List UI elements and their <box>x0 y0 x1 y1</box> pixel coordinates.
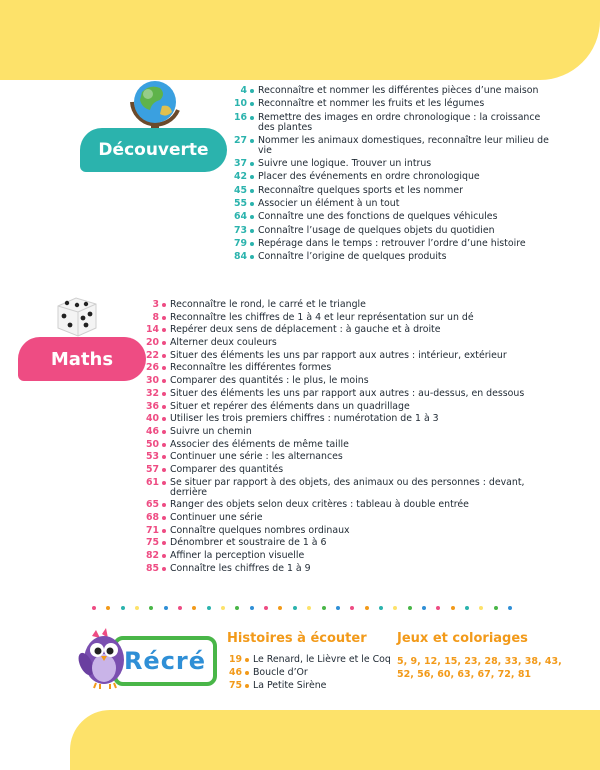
bullet-dot <box>162 417 166 421</box>
item-text: Repérage dans le temps : retrouver l’ordre d’une histoire <box>258 237 526 249</box>
bullet-dot <box>250 215 254 219</box>
item-text: Situer des éléments les uns par rapport aux autres : intérieur, extérieur <box>170 349 507 361</box>
page-number: 75 <box>145 537 159 549</box>
item-text: Reconnaître et nommer les différentes pièces d’une maison <box>258 85 539 96</box>
item-text: Alterner deux couleurs <box>170 337 277 349</box>
list-item <box>145 537 560 549</box>
page-number: 45 <box>233 184 247 196</box>
item-text: Comparer des quantités <box>170 463 284 475</box>
page-number: 71 <box>145 524 159 536</box>
list-item <box>145 463 560 475</box>
item-text: Continuer une série <box>170 512 263 523</box>
bullet-dot <box>250 162 254 166</box>
item-text: Situer et repérer des éléments dans un quadrillage <box>170 400 410 412</box>
bullet-dot <box>162 392 166 396</box>
list-item <box>145 375 560 387</box>
item-text: Connaître l’origine de quelques produits <box>258 251 447 263</box>
item-text: Suivre un chemin <box>170 425 252 437</box>
page-number: 65 <box>145 499 159 511</box>
stories-list <box>228 654 391 694</box>
bullet-dot <box>162 443 166 447</box>
page-number: 16 <box>233 111 247 123</box>
bullet-dot <box>162 366 166 370</box>
page-number: 3 <box>152 299 159 310</box>
list-item <box>228 667 391 678</box>
list-item <box>145 550 560 562</box>
page-number: 46 <box>228 667 242 678</box>
list-item <box>145 524 560 536</box>
list-item <box>145 337 560 349</box>
page-number: 22 <box>145 349 159 361</box>
bullet-dot <box>162 455 166 459</box>
list-item <box>233 224 558 236</box>
bullet-dot <box>162 541 166 545</box>
histoires-title: Histoires à écouter <box>227 631 367 646</box>
item-text: Reconnaître et nommer les fruits et les légumes <box>258 98 485 110</box>
list-item <box>152 311 560 323</box>
item-text: Connaître l’usage de quelques objets du quotidien <box>258 224 495 236</box>
bullet-dot <box>162 503 166 507</box>
bullet-dot <box>162 316 166 320</box>
bullet-dot <box>162 379 166 383</box>
list-item <box>145 562 560 574</box>
item-text: Connaître une des fonctions de quelques véhicules <box>258 211 498 223</box>
item-text: Associer un élément à un tout <box>258 198 400 210</box>
bullet-dot <box>162 405 166 409</box>
list-item <box>145 324 560 336</box>
item-text: Affiner la perception visuelle <box>170 550 305 562</box>
page-number: 64 <box>233 211 247 223</box>
page-number: 42 <box>233 171 247 183</box>
bullet-dot <box>162 554 166 558</box>
item-text: Utiliser les trois premiers chiffres : numérotation de 1 à 3 <box>170 413 439 425</box>
page-number: 85 <box>145 562 159 574</box>
page-number: 84 <box>233 251 247 263</box>
bottom-decor-band <box>70 710 600 770</box>
list-item <box>240 85 558 96</box>
bullet-dot <box>245 684 249 688</box>
item-text: Reconnaître le rond, le carré et le triangle <box>170 299 366 310</box>
page-number: 32 <box>145 387 159 399</box>
list-item <box>233 198 558 210</box>
list-item <box>233 98 558 110</box>
item-text: Suivre une logique. Trouver un intrus <box>258 158 432 170</box>
page-number: 79 <box>233 237 247 249</box>
list-item <box>228 654 391 665</box>
list-item <box>145 349 560 361</box>
confetti-divider <box>92 606 512 612</box>
jeux-title: Jeux et coloriages <box>397 631 528 646</box>
item-text: Reconnaître les différentes formes <box>170 362 332 374</box>
bullet-dot <box>162 468 166 472</box>
list-item <box>228 680 391 691</box>
decouverte-list <box>233 85 558 266</box>
page-number: 30 <box>145 375 159 387</box>
bullet-dot <box>162 328 166 332</box>
item-text: Continuer une série : les alternances <box>170 451 343 463</box>
bullet-dot <box>250 229 254 233</box>
item-text: Connaître quelques nombres ordinaux <box>170 524 350 536</box>
list-item <box>145 512 560 523</box>
list-item <box>145 362 560 374</box>
dice-icon <box>52 292 102 340</box>
bullet-dot <box>162 516 166 520</box>
bullet-dot <box>162 303 166 307</box>
list-item <box>233 237 558 249</box>
item-text: Associer des éléments de même taille <box>170 438 349 450</box>
page-number: 14 <box>145 324 159 336</box>
page-number: 68 <box>145 512 159 523</box>
jeux-page-list: 5, 9, 12, 15, 23, 28, 33, 38, 43, 52, 56, 60, 63, 67, 72, 81 <box>397 656 562 680</box>
page-number: 46 <box>145 425 159 437</box>
bullet-dot <box>250 189 254 193</box>
item-text: Se situer par rapport à des objets, des animaux ou des personnes : devant, derrière <box>170 476 525 498</box>
bullet-dot <box>162 481 166 485</box>
list-item <box>152 299 560 310</box>
page-number: 8 <box>152 311 159 323</box>
item-text: Le Renard, le Lièvre et le Coq <box>253 654 391 665</box>
maths-badge: Maths <box>18 337 146 381</box>
list-item <box>145 425 560 437</box>
page-number: 27 <box>233 134 247 146</box>
bullet-dot <box>162 354 166 358</box>
bullet-dot <box>250 102 254 106</box>
page-number: 73 <box>233 224 247 236</box>
bullet-dot <box>245 671 249 675</box>
item-text: Repérer deux sens de déplacement : à gauche et à droite <box>170 324 441 336</box>
list-item <box>145 387 560 399</box>
page-number: 61 <box>145 476 159 488</box>
list-item <box>233 211 558 223</box>
item-text: Connaître les chiffres de 1 à 9 <box>170 562 311 574</box>
page-number: 75 <box>228 680 242 691</box>
item-text: Comparer des quantités : le plus, le moins <box>170 375 369 387</box>
page-number: 20 <box>145 337 159 349</box>
bird-mascot-icon <box>78 624 130 692</box>
page-number: 82 <box>145 550 159 562</box>
bullet-dot <box>250 139 254 143</box>
list-item <box>145 438 560 450</box>
bullet-dot <box>250 202 254 206</box>
item-text: Placer des événements en ordre chronologique <box>258 171 480 183</box>
page-number: 57 <box>145 463 159 475</box>
item-text: Reconnaître les chiffres de 1 à 4 et leur représentation sur un dé <box>170 311 474 323</box>
page-number: 36 <box>145 400 159 412</box>
list-item <box>233 171 558 183</box>
page-number: 40 <box>145 413 159 425</box>
list-item <box>145 400 560 412</box>
decouverte-badge: Découverte <box>80 128 227 172</box>
bullet-dot <box>250 175 254 179</box>
bullet-dot <box>250 89 254 93</box>
recre-label: Récré <box>123 647 207 675</box>
page-number: 10 <box>233 98 247 110</box>
list-item <box>145 476 560 498</box>
list-item <box>233 134 558 156</box>
item-text: Dénombrer et soustraire de 1 à 6 <box>170 537 327 549</box>
bullet-dot <box>250 255 254 259</box>
bullet-dot <box>162 567 166 571</box>
item-text: Remettre des images en ordre chronologique : la croissance des plantes <box>258 111 541 133</box>
bullet-dot <box>245 658 249 662</box>
page-number: 55 <box>233 198 247 210</box>
bullet-dot <box>162 430 166 434</box>
list-item <box>145 499 560 511</box>
item-text: Reconnaître quelques sports et les nommer <box>258 184 464 196</box>
page-number: 4 <box>240 85 247 96</box>
page-number: 53 <box>145 451 159 463</box>
list-item <box>233 158 558 170</box>
page-number: 37 <box>233 158 247 170</box>
item-text: La Petite Sirène <box>253 680 327 691</box>
item-text: Situer des éléments les uns par rapport aux autres : au-dessus, en dessous <box>170 387 525 399</box>
top-decor-band <box>0 0 600 80</box>
list-item <box>145 451 560 463</box>
list-item <box>233 111 558 133</box>
bullet-dot <box>162 341 166 345</box>
list-item <box>233 251 558 263</box>
bullet-dot <box>250 242 254 246</box>
list-item <box>145 413 560 425</box>
item-text: Nommer les animaux domestiques, reconnaître leur milieu de vie <box>258 134 549 156</box>
page-number: 26 <box>145 362 159 374</box>
item-text: Boucle d’Or <box>253 667 308 678</box>
list-item <box>233 184 558 196</box>
maths-list <box>145 299 560 576</box>
bullet-dot <box>162 529 166 533</box>
item-text: Ranger des objets selon deux critères : tableau à double entrée <box>170 499 469 511</box>
page-number: 50 <box>145 438 159 450</box>
page-number: 19 <box>228 654 242 665</box>
bullet-dot <box>250 116 254 120</box>
